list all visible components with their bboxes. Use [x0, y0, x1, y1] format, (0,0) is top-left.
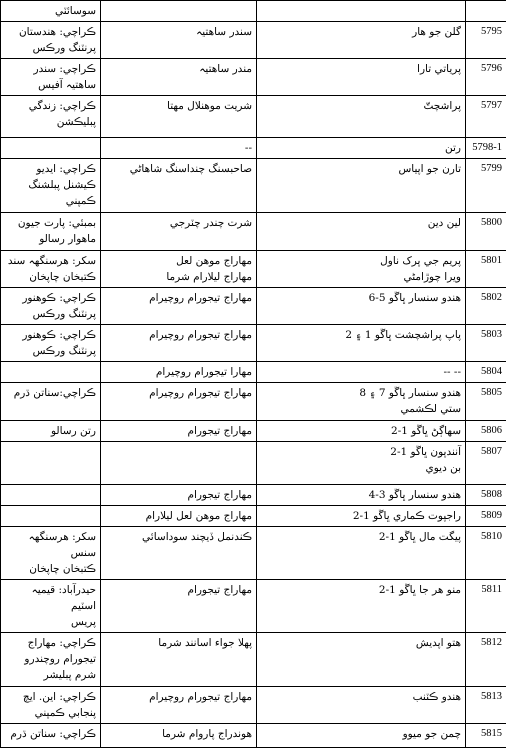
- title-line: ويرا چوڙامڻي: [261, 269, 461, 285]
- author-cell: [101, 22, 257, 59]
- entry-number-cell: [466, 687, 506, 724]
- publisher-cell: [1, 687, 101, 724]
- title-line: منو هر جا ڀاڱو 1-2: [261, 582, 461, 598]
- title-cell: [257, 213, 466, 251]
- entry-number: 5808: [481, 489, 502, 500]
- table-row: [1, 421, 506, 442]
- entry-number-cell: [466, 724, 506, 748]
- publisher-cell: [1, 138, 101, 159]
- publisher-line: حيدرآباد: قيميہ اسٽيم: [5, 582, 96, 614]
- publisher-cell: [1, 159, 101, 213]
- publisher-line: ساهتيہ آفيس: [5, 77, 96, 93]
- publisher-line: ڪراچي: سناتن ڌرم: [5, 726, 96, 742]
- entry-number: 5806: [481, 425, 502, 436]
- publisher-cell: [1, 724, 101, 748]
- publisher-cell: [1, 527, 101, 580]
- author-line: مهاراج تيجورام روچيرام: [105, 385, 252, 401]
- author-line: مهاراج ليلارام شرما: [105, 269, 252, 285]
- author-cell: [101, 325, 257, 362]
- author-cell: [101, 251, 257, 288]
- title-cell: [257, 485, 466, 506]
- title-line: تارن جو اپياس: [261, 161, 461, 177]
- entry-number: 5797: [481, 100, 502, 111]
- publisher-cell: [1, 633, 101, 687]
- publisher-line: ڪراچي: سندر: [5, 61, 96, 77]
- title-line: رتن: [261, 140, 461, 156]
- publisher-line: بمبئي: پارت جيون: [5, 215, 96, 231]
- author-line: ڪندنمل ڏيچند سوداسائي: [105, 529, 252, 545]
- table-row: [1, 724, 506, 748]
- entry-number: 5802: [481, 292, 502, 303]
- title-cell: [257, 59, 466, 96]
- author-cell: [101, 1, 257, 22]
- publisher-cell: [1, 325, 101, 362]
- catalog-rows: [1, 1, 506, 748]
- entry-number-cell: [466, 485, 506, 506]
- publisher-cell: [1, 506, 101, 527]
- table-row: [1, 288, 506, 325]
- author-line: صاحبسنگ چنداسنگ شاهاڻي: [105, 161, 252, 177]
- author-line: شريت موهنلال مهتا: [105, 98, 252, 114]
- author-line: مهاراج موهن لعل: [105, 253, 252, 269]
- author-cell: [101, 59, 257, 96]
- publisher-cell: [1, 22, 101, 59]
- entry-number: 5811: [481, 584, 502, 595]
- title-line: راجپوت ڪماري ڀاڱو 1-2: [261, 508, 461, 524]
- table-row: [1, 527, 506, 580]
- publisher-line: ڪتبخان چاپخان: [5, 561, 96, 577]
- table-row: [1, 580, 506, 633]
- entry-number-cell: [466, 251, 506, 288]
- title-line: پرياتي تارا: [261, 61, 461, 77]
- publisher-line: پريس: [5, 614, 96, 630]
- publisher-cell: [1, 96, 101, 138]
- author-line: مهاراج تيجورام روچيرام: [105, 689, 252, 705]
- table-row: [1, 633, 506, 687]
- entry-number-cell: [466, 288, 506, 325]
- publisher-line: ڪراچي: ڪوهنور: [5, 327, 96, 343]
- publisher-cell: [1, 383, 101, 421]
- title-cell: [257, 22, 466, 59]
- entry-number-cell: [466, 421, 506, 442]
- author-cell: [101, 527, 257, 580]
- title-line: پريم جي پرک ناول: [261, 253, 461, 269]
- title-cell: [257, 633, 466, 687]
- title-cell: [257, 159, 466, 213]
- entry-number-cell: [466, 506, 506, 527]
- entry-number: 5812: [481, 637, 502, 648]
- entry-number-cell: [466, 325, 506, 362]
- author-cell: [101, 138, 257, 159]
- publisher-line: ڪتبخان چاپخان: [5, 269, 96, 285]
- table-row: [1, 687, 506, 724]
- publisher-line: ڪيشنل پبلشنگ: [5, 177, 96, 193]
- title-line: سهاڳڻ ڀاڱو 1-2: [261, 423, 461, 439]
- publisher-line: ڪراچي: مهاراج: [5, 635, 96, 651]
- title-line: چمن جو ميوو: [261, 726, 461, 742]
- author-cell: [101, 383, 257, 421]
- publisher-line: پبليڪشن: [5, 114, 96, 130]
- table-row: [1, 159, 506, 213]
- publisher-line: پنجابي ڪمپني: [5, 705, 96, 721]
- author-line: مهاراج تيجورام روچيرام: [105, 327, 252, 343]
- entry-number: 5799: [481, 163, 502, 174]
- title-line: هندو ڪٽنب: [261, 689, 461, 705]
- author-line: مهاراج موهن لعل ليلارام: [105, 508, 252, 524]
- author-cell: [101, 633, 257, 687]
- title-line: لين دين: [261, 215, 461, 231]
- publisher-cell: [1, 59, 101, 96]
- entry-number: 5804: [481, 366, 502, 377]
- table-row: [1, 59, 506, 96]
- table-row: [1, 1, 506, 22]
- title-line: پيگت مال ڀاڱو 1-2: [261, 529, 461, 545]
- title-cell: [257, 383, 466, 421]
- author-line: مهارا تيجورام روچيرام: [105, 364, 252, 380]
- entry-number: 5813: [481, 691, 502, 702]
- publisher-line: ڪراچي: اين. ايچ: [5, 689, 96, 705]
- title-cell: [257, 421, 466, 442]
- table-row: [1, 96, 506, 138]
- title-cell: [257, 325, 466, 362]
- title-cell: [257, 687, 466, 724]
- entry-number-cell: [466, 442, 506, 485]
- author-cell: [101, 485, 257, 506]
- title-cell: [257, 362, 466, 383]
- entry-number-cell: [466, 96, 506, 138]
- publisher-cell: [1, 1, 101, 22]
- entry-number-cell: [466, 362, 506, 383]
- entry-number-cell: [466, 159, 506, 213]
- title-line: بن ديوي: [261, 460, 461, 476]
- title-cell: [257, 288, 466, 325]
- entry-number: 5795: [481, 26, 502, 37]
- publisher-line: ڪراچي: ايديو: [5, 161, 96, 177]
- publisher-line: ڪراچي: هندستان: [5, 24, 96, 40]
- title-line: گلن جو هار: [261, 24, 461, 40]
- entry-number-cell: [466, 138, 506, 159]
- entry-number: 5810: [481, 531, 502, 542]
- entry-number: 5803: [481, 329, 502, 340]
- author-cell: [101, 724, 257, 748]
- author-line: مهاراج تيجورام: [105, 423, 252, 439]
- entry-number: 5809: [481, 510, 502, 521]
- author-cell: [101, 442, 257, 485]
- publisher-cell: [1, 251, 101, 288]
- title-cell: [257, 138, 466, 159]
- entry-number-cell: [466, 580, 506, 633]
- entry-number: 5807: [481, 446, 502, 457]
- publisher-line: پرنٽنگ ورڪس: [5, 306, 96, 322]
- table-row: [1, 485, 506, 506]
- author-line: سندر ساهتيہ: [105, 24, 252, 40]
- title-line: پراشچتّ: [261, 98, 461, 114]
- publisher-cell: [1, 362, 101, 383]
- author-cell: [101, 506, 257, 527]
- entry-number: 5805: [481, 387, 502, 398]
- title-cell: [257, 724, 466, 748]
- author-cell: [101, 288, 257, 325]
- author-cell: [101, 421, 257, 442]
- publisher-cell: [1, 580, 101, 633]
- table-row: [1, 325, 506, 362]
- title-line: پاپ پراشچشت ڀاڱو 1 ۽ 2: [261, 327, 461, 343]
- entry-number-cell: [466, 213, 506, 251]
- entry-number: 5800: [481, 217, 502, 228]
- entry-number: 5798-1: [472, 142, 502, 153]
- entry-number: 5815: [481, 728, 502, 739]
- table-row: [1, 251, 506, 288]
- entry-number-cell: [466, 1, 506, 22]
- title-line: آنندپون ڀاڱو 1-2: [261, 444, 461, 460]
- publisher-cell: [1, 485, 101, 506]
- author-cell: [101, 580, 257, 633]
- publisher-line: شرم پبليشر: [5, 667, 96, 683]
- title-cell: [257, 527, 466, 580]
- publisher-line: ڪراچي:سناتن ڌرم: [5, 385, 96, 401]
- author-line: هوندراج پاروام شرما: [105, 726, 252, 742]
- entry-number: 5796: [481, 63, 502, 74]
- author-line: مندر ساهتيہ: [105, 61, 252, 77]
- table-row: [1, 22, 506, 59]
- title-line: -- --: [261, 364, 461, 380]
- author-cell: [101, 159, 257, 213]
- title-cell: [257, 1, 466, 22]
- publisher-cell: [1, 288, 101, 325]
- title-line: ستي لڪشمي: [261, 401, 461, 417]
- title-cell: [257, 96, 466, 138]
- publisher-line: سوسائٽي: [5, 3, 96, 19]
- publisher-line: ماهوار رسالو: [5, 231, 96, 247]
- publisher-line: ڪراچي: زندگي: [5, 98, 96, 114]
- entry-number-cell: [466, 633, 506, 687]
- author-line: --: [105, 140, 252, 156]
- publisher-line: سکر: هرسنگهہ سند: [5, 253, 96, 269]
- author-cell: [101, 362, 257, 383]
- publisher-cell: [1, 421, 101, 442]
- publisher-line: ڪراچي: ڪوهنور: [5, 290, 96, 306]
- title-line: هتو اپديش: [261, 635, 461, 651]
- publisher-line: پرنٽنگ ورڪس: [5, 40, 96, 56]
- author-cell: [101, 213, 257, 251]
- author-line: شرت چندر چٽرجي: [105, 215, 252, 231]
- author-line: مهاراج تيجورام روچيرام: [105, 290, 252, 306]
- entry-number: 5801: [481, 255, 502, 266]
- table-row: [1, 383, 506, 421]
- title-cell: [257, 506, 466, 527]
- title-cell: [257, 442, 466, 485]
- publisher-line: تيجورام روچندرو: [5, 651, 96, 667]
- author-line: مهاراج تيجورام: [105, 487, 252, 503]
- table-row: [1, 362, 506, 383]
- title-line: هندو سنسار ڀاڱو 5-6: [261, 290, 461, 306]
- publisher-cell: [1, 213, 101, 251]
- title-line: هندو سنسار ڀاڱو 7 ۽ 8: [261, 385, 461, 401]
- title-cell: [257, 580, 466, 633]
- table-row: [1, 213, 506, 251]
- publisher-cell: [1, 442, 101, 485]
- entry-number-cell: [466, 22, 506, 59]
- title-line: هندو سنسار ڀاڱو 3-4: [261, 487, 461, 503]
- table-row: [1, 506, 506, 527]
- entry-number-cell: [466, 383, 506, 421]
- table-row: [1, 442, 506, 485]
- author-line: مهاراج تيجورام: [105, 582, 252, 598]
- publisher-line: پرنٽنگ ورڪس: [5, 343, 96, 359]
- entry-number-cell: [466, 59, 506, 96]
- publisher-line: سکر: هرسنگهہ سنس: [5, 529, 96, 561]
- author-cell: [101, 687, 257, 724]
- table-row: [1, 138, 506, 159]
- publisher-line: رتن رسالو: [5, 423, 96, 439]
- title-cell: [257, 251, 466, 288]
- publisher-line: ڪمپني: [5, 193, 96, 209]
- author-line: پهلا جواء اسانند شرما: [105, 635, 252, 651]
- author-cell: [101, 96, 257, 138]
- entry-number-cell: [466, 527, 506, 580]
